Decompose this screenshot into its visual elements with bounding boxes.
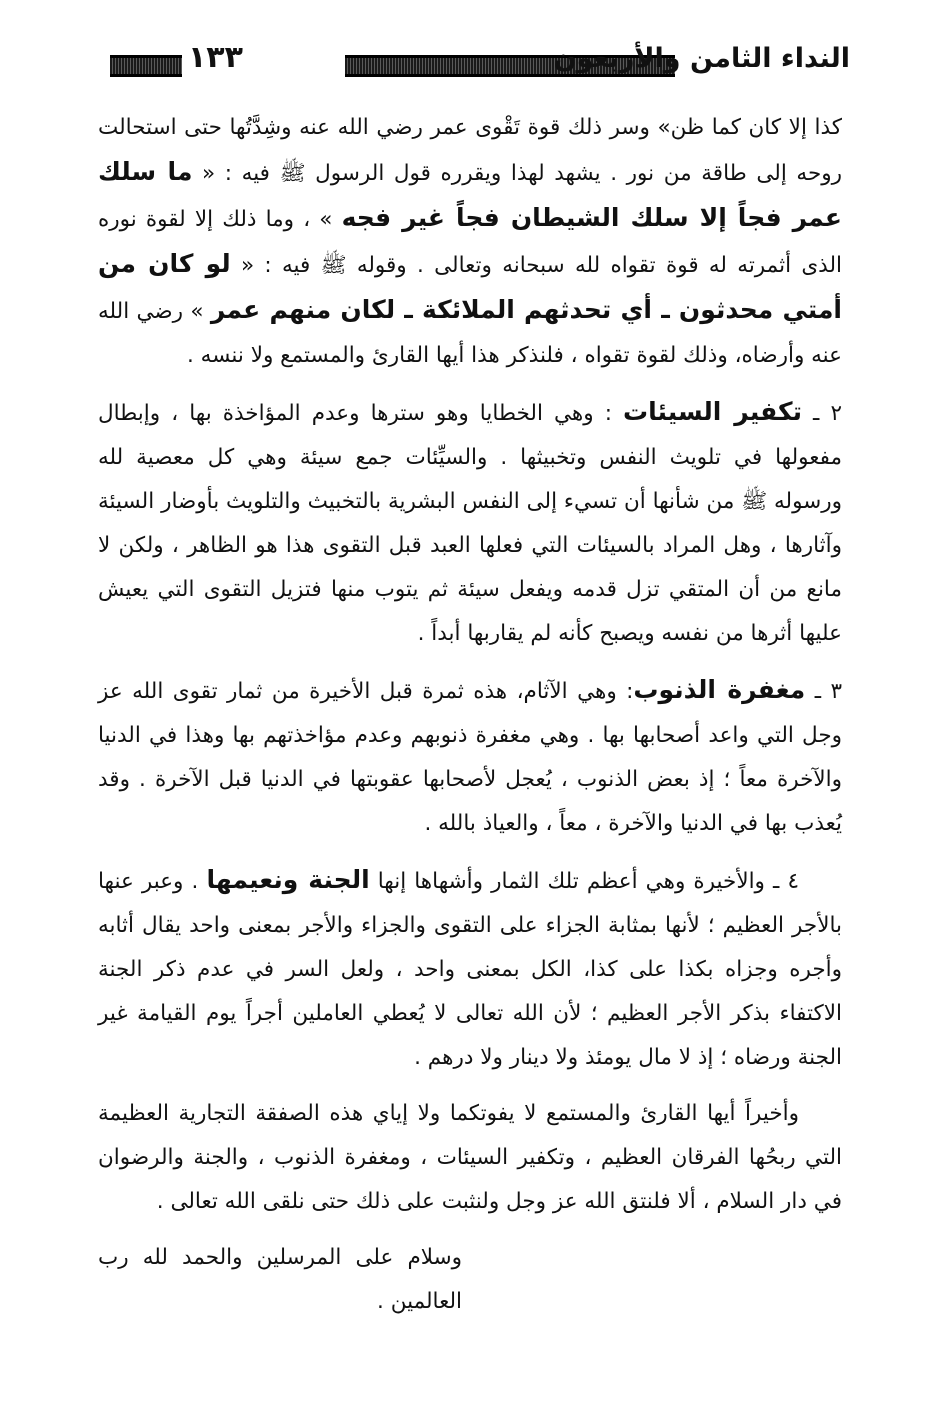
page-body [98, 106, 842, 1324]
text-segment: كذا إلا كان كما ظن» وسر ذلك قوة تَقْوى عمر رضي الله عنه وشِدَّتُها حتى استحالت روحه إلى طاقة من نور . يشهد لهذا ويقرره قول الرسول ﷺ فيه : « [98, 115, 842, 186]
section-heading: الجنة ونعيمها [206, 865, 370, 894]
closing-line: وسلام على المرسلين والحمد لله رب العالمين . [98, 1245, 462, 1314]
paragraph [98, 390, 842, 656]
header-ornament-bar-left [110, 55, 182, 77]
text-segment: : وهي الآثام، هذه ثمرة قبل الأخيرة من ثمار تقوى الله عز وجل التي واعد أصحابها بها . وهي مغفرة ذنوبهم وعدم مؤاخذتهم بها وهذا في الدنيا والآخرة معاً ؛ إذ بعض الذنوب ، يُعجل لأصحابها عقوبتها في الدنيا قبل الآخرة . وقد يُعذب بها في الدنيا والآخرة ، معاً ، والعياذ بالله . [98, 679, 842, 836]
hadith-quote: ما سلك عمر فجاً إلا سلك الشيطان فجاً غير فجه [98, 157, 842, 232]
text-segment: » رضي الله عنه وأرضاه، وذلك لقوة تقواه ، فلنذكر هذا أيها القارئ والمستمع ولا ننسه . [98, 299, 842, 368]
text-segment: ٤ ـ والأخيرة وهي أعظم تلك الثمار وأشهاها إنها [369, 869, 799, 894]
text-segment: . وعبر عنها بالأجر العظيم ؛ لأنها بمثابة الجزاء على التقوى والجزاء والأجر بمعنى واحد يقال أثابه وأجره وجزاه بكذا على كذا، الكل بمعنى واحد ، ولعل السر في عدم ذكر الجنة الاكتفاء بذكر الأجر العظيم ؛ لأن الله تعالى لا يُعطي العاملين أجراً يوم القيامة غير الجنة ورضاه ؛ إذ لا مال يومئذ ولا دينار ولا درهم . [98, 869, 842, 1070]
section-heading: مغفرة الذنوب [633, 675, 806, 704]
list-number: ٣ ـ [805, 679, 843, 704]
paragraph [98, 858, 842, 1080]
text-segment: وأخيراً أيها القارئ والمستمع لا يفوتكما ولا إياي هذه الصفقة التجارية العظيمة التي ربحُها الفرقان العظيم ، وتكفير السيئات ، ومغفرة الذنوب ، والجنة والرضوان في دار السلام ، ألا فلنتق الله عز وجل ولنثبت على ذلك حتى نلقى الله تعالى . [98, 1101, 842, 1214]
hadith-quote: لو كان من أمتي محدثون ـ أي تحدثهم الملائكة ـ لكان منهم عمر [98, 249, 842, 324]
text-segment: » ، وما ذلك إلا لقوة نوره الذى أثمرته له قوة تقواه لله سبحانه وتعالى . وقوله ﷺ فيه : « [98, 207, 842, 278]
section-heading: تكفير السيئات [623, 397, 802, 426]
paragraph [98, 668, 842, 846]
page-number: ١٣٣ [188, 40, 243, 75]
running-title: النداء الثامن والأربعون [553, 43, 850, 74]
paragraph [98, 1092, 842, 1224]
paragraph [98, 106, 842, 378]
list-number: ٢ ـ [801, 401, 842, 426]
page-header [110, 40, 850, 86]
text-segment: : وهي الخطايا وهو سترها وعدم المؤاخذة بها ، وإبطال مفعولها في تلويث النفس وتخبيثها . والسيِّئات جمع سيئة وهي كل معصية لله ورسوله ﷺ من شأنها أن تسيء إلى النفس البشرية بالتخبيث والتلويث بأوضار السيئة وآثارها ، وهل المراد بالسيئات التي فعلها العبد قبل التقوى هذا هو الظاهر ، ولكن لا مانع من أن المتقي تزل قدمه ويفعل سيئة ثم يتوب منها فتزيل التقوى التي يعيش عليها أثرها من نفسه ويصبح كأنه لم يقاربها أبداً . [98, 401, 842, 646]
